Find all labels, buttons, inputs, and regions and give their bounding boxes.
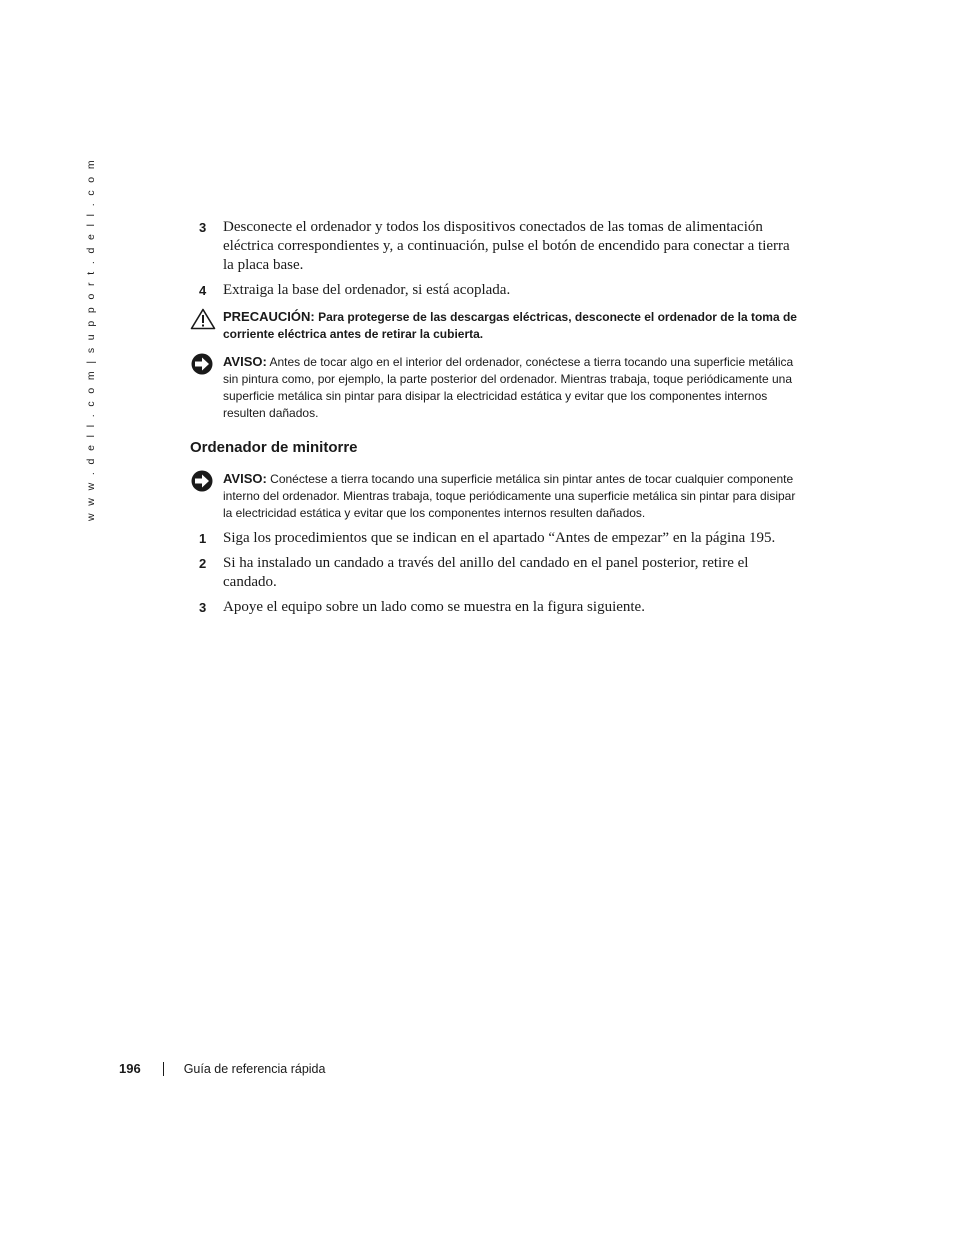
- step-text: Extraiga la base del ordenador, si está acoplada.: [223, 282, 511, 298]
- notice-text: Conéctese a tierra tocando una superficie metálica sin pintar antes de tocar cualquier componente interno del ordenador. Mientras trabaja, toque periódicamente una superficie metálica sin pintar para disipar la electricidad estática y evitar que los componentes internos resulten dañados.: [223, 472, 796, 520]
- step-item: [199, 554, 799, 592]
- step-text: Siga los procedimientos que se indican en el apartado “Antes de empezar” en la página 195.: [223, 530, 776, 546]
- step-item: [199, 218, 799, 275]
- step-number: 1: [199, 531, 207, 546]
- section-heading: Ordenador de minitorre: [190, 439, 358, 456]
- notice-text: Antes de tocar algo en el interior del ordenador, conéctese a tierra tocando una superficie metálica sin pintura como, por ejemplo, la parte posterior del ordenador. Mientras trabaja, toque periódicamente una superficie metálica sin pintar para disipar la electricidad estática y evitar que los componentes internos resulten dañados.: [223, 355, 794, 420]
- step-number: 3: [199, 220, 207, 235]
- page-number: 196: [119, 1061, 141, 1076]
- notice-note: [190, 470, 804, 522]
- step-item: [199, 529, 799, 548]
- caution-note: [190, 308, 804, 343]
- caution-text: Para protegerse de las descargas eléctricas, desconecte el ordenador de la toma de corriente eléctrica antes de retirar la cubierta.: [223, 310, 797, 341]
- notice-arrow-icon: [190, 470, 216, 492]
- step-number: 4: [199, 283, 207, 298]
- page-footer: [119, 1061, 325, 1076]
- step-item: [199, 598, 799, 617]
- notice-label: AVISO:: [223, 471, 267, 486]
- warning-triangle-icon: [190, 308, 216, 330]
- caution-label: PRECAUCIÓN:: [223, 309, 315, 324]
- footer-separator: [163, 1062, 164, 1076]
- notice-note: [190, 353, 804, 422]
- step-text: Si ha instalado un candado a través del anillo del candado en el panel posterior, retire el candado.: [223, 555, 749, 590]
- side-url: w w w . d e l l . c o m | s u p p o r t . d e l l . c o m: [85, 158, 97, 522]
- notice-arrow-icon: [190, 353, 216, 375]
- step-number: 3: [199, 600, 207, 615]
- step-text: Apoye el equipo sobre un lado como se muestra en la figura siguiente.: [223, 599, 645, 615]
- notice-label: AVISO:: [223, 354, 267, 369]
- step-item: [199, 281, 799, 300]
- step-text: Desconecte el ordenador y todos los dispositivos conectados de las tomas de alimentación eléctrica correspondientes y, a continuación, pulse el botón de encendido para conectar a tierra la placa base.: [223, 219, 790, 273]
- step-number: 2: [199, 556, 207, 571]
- footer-title: Guía de referencia rápida: [183, 1061, 326, 1076]
